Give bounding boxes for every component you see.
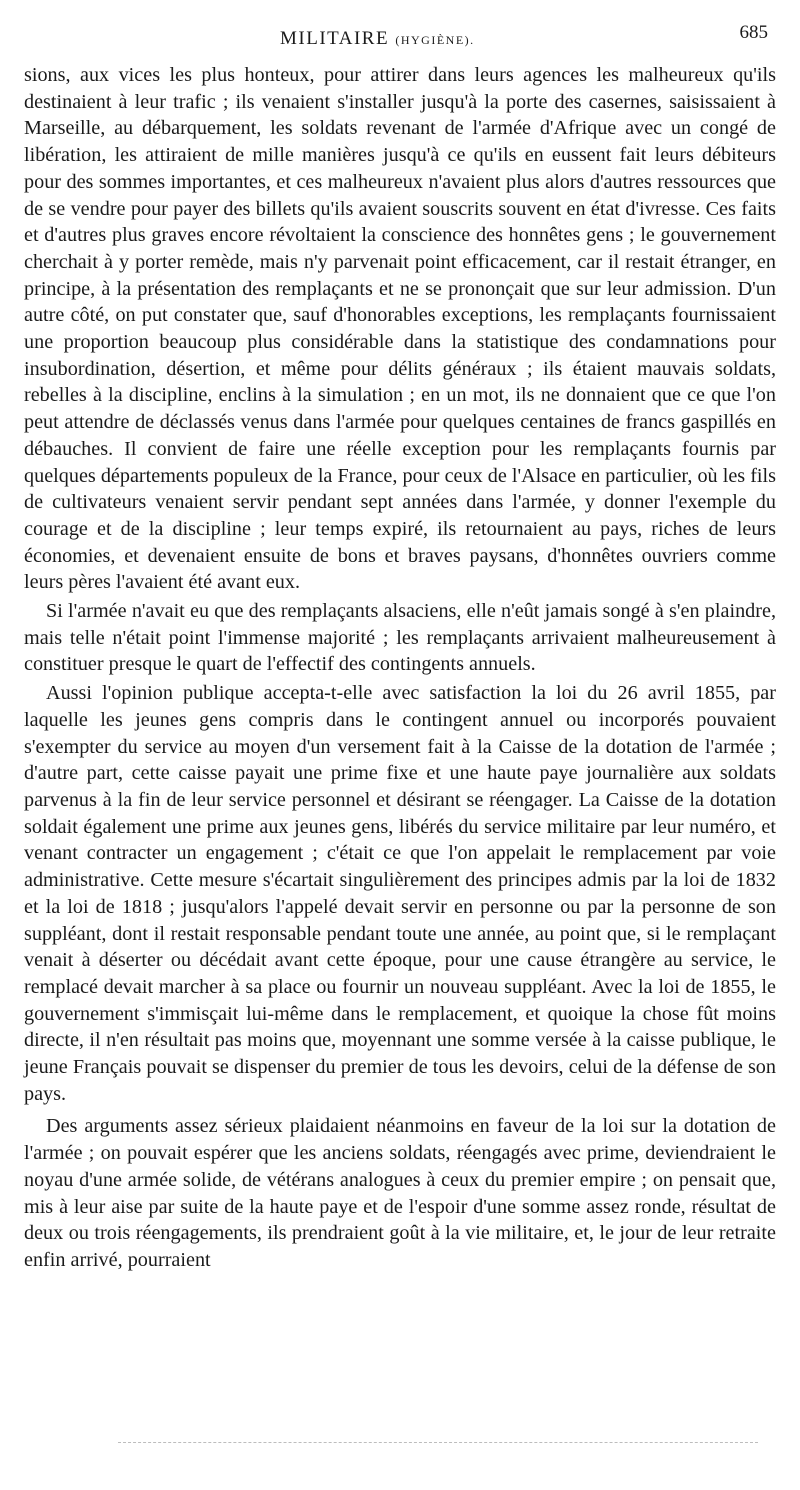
paragraph-4: Des arguments assez sérieux plaidaient néanmoins en faveur de la loi sur la dotation de l'armée ; on pouvait espérer que les anciens soldats, réengagés avec prime, deviendraient le noyau d'une armée solide, de vétérans analogues à ceux du premier empire ; on pensait que, mis à leur aise par suite de la haute paye et de l'espoir d'une somme assez ronde, résultat de deux ou trois réengagements, ils prendraient goût à la vie militaire, et, le jour de leur retraite enfin arrivé, pourraient [24,1115,776,1271]
running-head-subtitle: (HYGIÈNE). [395,33,475,47]
paragraph-2: Si l'armée n'avait eu que des remplaçants alsaciens, elle n'eût jamais songé à s'en plaindre, mais telle n'était point l'immense majorité ; les remplaçants arrivaient malheureusement à constituer presque le quart de l'effectif des contingents annuels. [24,600,776,676]
paragraph-1: sions, aux vices les plus honteux, pour attirer dans leurs agences les malheureux qu'ils destinaient à leur trafic ; ils venaient s'installer jusqu'à la porte des casernes, saisissaient à Marseille, au débarquement, les soldats revenant de l'armée d'Afrique avec un congé de libération, les attiraient de mille manières jusqu'à ce qu'ils en eussent fait leurs débiteurs pour des sommes importantes, et ces malheureux n'avaient plus alors d'autres ressources que de se vendre pour payer des billets qu'ils avaient souscrits souvent en état d'ivresse. Ces faits et d'autres plus graves encore révoltaient la conscience des honnêtes gens ; le gouvernement cherchait à y porter remède, mais n'y parvenait point efficacement, car il restait étranger, en principe, à la présentation des remplaçants et ne se prononçait que sur leur admission. D'un autre côté, on put constater que, sauf d'honorables exceptions, les remplaçants fournissaient une proportion beaucoup plus considérable dans la statistique des condamnations pour insubordination, désertion, et même pour délits généraux ; ils étaient mauvais soldats, rebelles à la discipline, enclins à la simulation ; en un mot, ils ne donnaient que ce que l'on peut attendre de déclassés venus dans l'armée pour quelques centaines de francs gaspillés en débauches. Il convient de faire une réelle exception pour les remplaçants fournis par quelques départements populeux de la France, pour ceux de l'Alsace en particulier, où les fils de cultivateurs venaient servir pendant sept années dans l'armée, y donner l'exemple du courage et de la discipline ; leur temps expiré, ils retournaient au pays, riches de leurs économies, et devenaient ensuite de bons et braves paysans, d'honnêtes ouvriers comme leurs pères l'avaient été avant eux. [24,64,776,594]
running-head [0,22,800,58]
running-head-title: MILITAIRE (HYGIÈNE). [280,28,475,49]
body-text [24,62,776,1274]
page-number: 685 [739,22,768,43]
footer-rule [118,1442,758,1443]
paragraph-3: Aussi l'opinion publique accepta-t-elle avec satisfaction la loi du 26 avril 1855, par laquelle les jeunes gens compris dans le contingent annuel ou incorporés pouvaient s'exempter du service au moyen d'un versement fait à la Caisse de la dotation de l'armée ; d'autre part, cette caisse payait une prime fixe et une haute paye journalière aux soldats parvenus à la fin de leur service personnel et désirant se réengager. La Caisse de la dotation soldait également une prime aux jeunes gens, libérés du service militaire par leur numéro, et venant contracter un engagement ; c'était ce que l'on appelait le remplacement par voie administrative. Cette mesure s'écartait singulièrement des principes admis par la loi de 1832 et la loi de 1818 ; jusqu'alors l'appelé devait servir en personne ou par la personne de son suppléant, dont il restait responsable pendant toute une année, au point que, si le remplaçant venait à déserter ou décédait avant cette époque, pour une cause étrangère au service, le remplacé devait marcher à sa place ou fournir un nouveau suppléant. Avec la loi de 1855, le gouvernement s'immisçait lui-même dans le remplacement, et quoique la chose fût moins directe, il n'en résultait pas moins que, moyennant une somme versée à la caisse publique, le jeune Français pouvait se dispenser du premier de tous les devoirs, celui de la défense de son pays. [24,682,776,1105]
